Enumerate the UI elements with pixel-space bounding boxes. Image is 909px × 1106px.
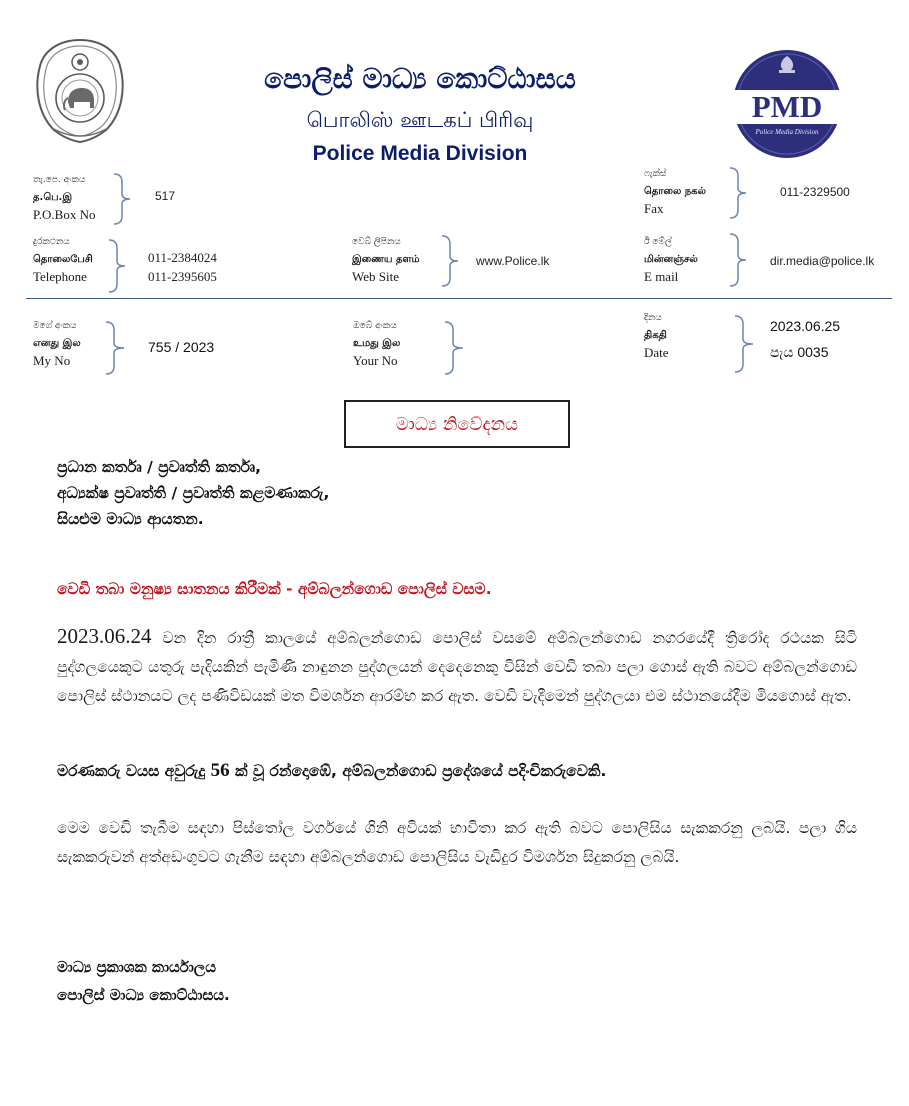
my-no-brace	[104, 320, 128, 376]
pmd-logo-subtext: Police Media Division	[755, 128, 819, 136]
telephone-value-1: 011-2384024	[148, 250, 217, 265]
police-crest-logo	[30, 36, 130, 144]
header-divider	[26, 298, 892, 299]
body-paragraph-2-lead: මරණකරු වයස අවුරුදු	[57, 762, 211, 780]
email-value[interactable]: dir.media@police.lk	[770, 254, 875, 268]
body-paragraph-1	[57, 622, 857, 711]
pmd-logo-text: PMD	[751, 89, 823, 124]
body-paragraph-2-tail: ක් වූ රන්දොඹේ, අම්බලන්ගොඩ ප්‍රදේශයේ පදිංචිකරුවෙකි.	[229, 762, 607, 780]
email-brace	[728, 232, 750, 288]
email-label: ඊ මේල් மின்னஞ்சல் E mail	[644, 237, 698, 284]
title-tamil: பொலிஸ் ஊடகப் பிரிவு	[306, 108, 534, 132]
my-no-label: මගේ අංකය எனது இல My No	[33, 321, 81, 368]
media-release-heading	[344, 400, 570, 448]
fax-value: 011-2329500	[780, 185, 850, 199]
your-no-brace	[443, 320, 467, 376]
subject-line: වෙඩි තබා මනුෂ්‍ය ඝාතනය කිරීමක් - අම්බලන්ගොඩ පොලිස් වසම.	[57, 580, 492, 598]
telephone-value-2: 011-2395605	[148, 269, 217, 284]
date-value: 2023.06.25	[770, 318, 841, 334]
your-no-label: ඔබේ අංකය உமது இல Your No	[353, 321, 401, 368]
addressee-line-2: අධ්‍යක්ෂ ප්‍රවෘත්ති / ප්‍රවෘත්ති කළමණාකරු,	[57, 484, 330, 502]
title-sinhala: පොලිස් මාධ්‍ය කොට්ඨාසය	[264, 62, 576, 95]
media-release-title: මාධ්‍ය නිවේදනය	[395, 413, 519, 435]
time-value: පැය 0035	[770, 344, 829, 360]
body-paragraph-1-text: වන දින රාත්‍රී කාලයේ අම්බලන්ගොඩ පොලිස් වසමේ අම්බලන්ගොඩ නගරයේදී ත්‍රිරෝද රථයක සිටි පුද්ගලයෙකුට යතුරු පැදියකින් පැමිණි නාඳුනන පුද්ගලයන් දෙදෙනෙකු විසින් වෙඩි තබා පලා ගොස් ඇති බවට අම්බලන්ගොඩ පොලිස් ස්ථානයට ලද පණිවිඩයක් මත විමර්ශන ආරම්භ කර ඇත. වෙඩි වැදීමෙන් පුද්ගලයා එම ස්ථානයේදීම මියගොස් ඇත.	[57, 629, 857, 705]
website-label: වෙබ් ලිපිනය இணைய தளம் Web Site	[352, 237, 420, 284]
incident-date: 2023.06.24	[57, 624, 152, 648]
title-english: Police Media Division	[312, 142, 528, 165]
pobox-label: තැ.පෙ. අංකය த.பெ.இ P.O.Box No	[33, 175, 96, 222]
telephone-label: දුරකථනය தொலைபேசி Telephone	[33, 237, 93, 284]
date-brace	[733, 314, 757, 374]
body-paragraph-3: මෙම වෙඩි තැබීම සඳහා පිස්තෝල වර්ගයේ ගිනි අවියක් භාවිතා කර ඇති බවට පොලිසිය සැකකරනු ලබයි. පලා ගිය සැකකරුවන් අත්අඩංගුවට ගැනීම සඳහා අම්බලන්ගොඩ පොලිසිය වැඩිදුර විමර්ශන සිදුකරනු ලබයි.	[57, 819, 857, 866]
website-brace	[440, 234, 462, 288]
pobox-value: 517	[155, 189, 176, 203]
signoff-block	[57, 953, 230, 1009]
victim-age: 56	[210, 760, 230, 781]
addressee-block	[57, 454, 329, 532]
addressee-line-3: සියළුම මාධ්‍ය ආයතන.	[57, 510, 204, 528]
signoff-line-2: පොලිස් මාධ්‍ය කොට්ඨාසය.	[57, 986, 230, 1004]
pobox-brace	[112, 172, 134, 226]
fax-label: ෆැක්ස් தொலை நகல் Fax	[644, 169, 706, 216]
telephone-brace	[107, 238, 129, 294]
my-no-value: 755 / 2023	[148, 339, 215, 355]
website-value[interactable]: www.Police.lk	[476, 254, 550, 268]
date-label: දිනය திகதி Date	[644, 313, 669, 360]
addressee-line-1: ප්‍රධාන කර්තෘ / ප්‍රවෘත්ති කර්තෘ,	[57, 458, 261, 476]
body-paragraph-2	[57, 760, 857, 782]
fax-brace	[728, 166, 750, 220]
pmd-logo	[729, 48, 845, 160]
signoff-line-1: මාධ්‍ය ප්‍රකාශක කාර්යාලය	[57, 958, 217, 976]
